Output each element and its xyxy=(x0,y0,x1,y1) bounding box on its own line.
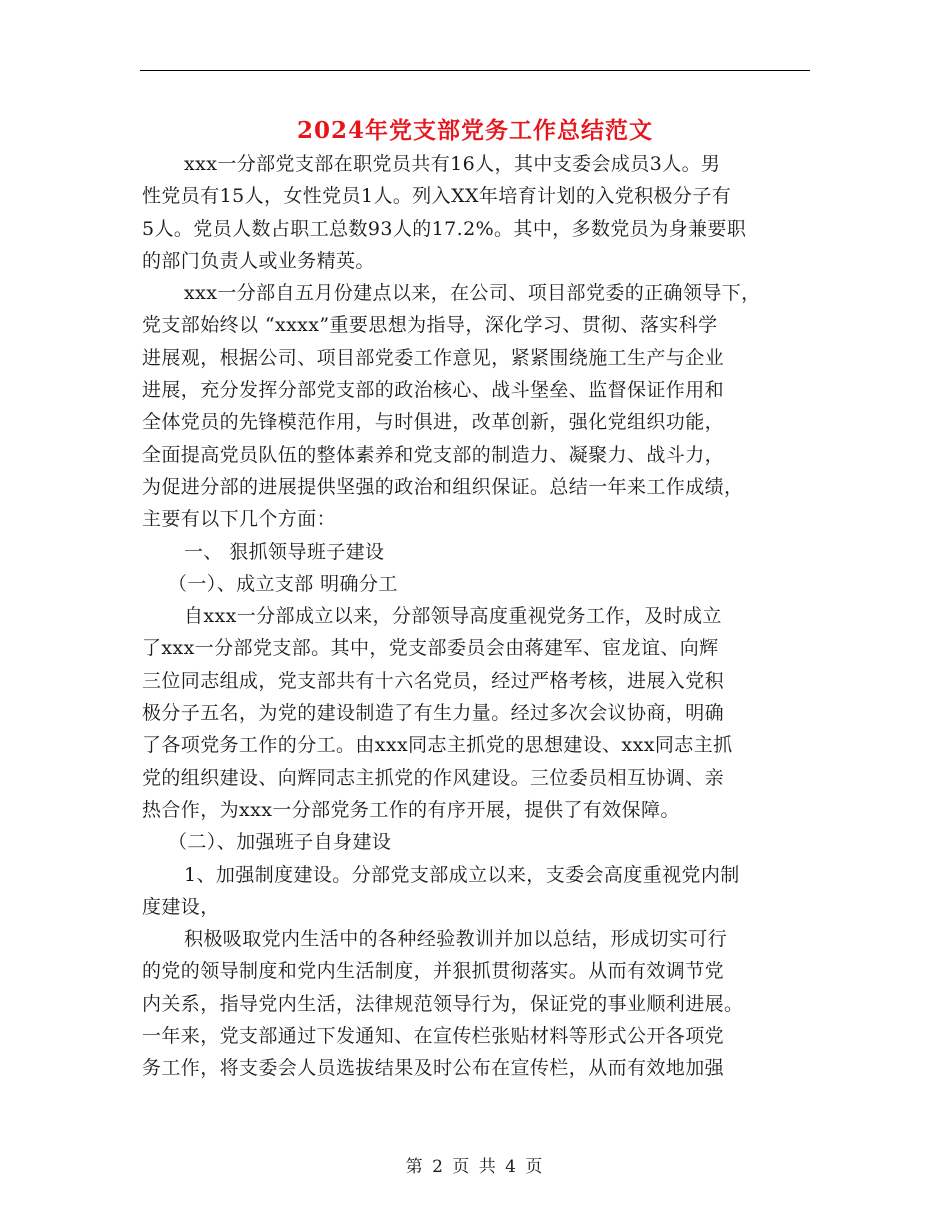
text-line: 进展，充分发挥分部党支部的政治核心、战斗堡垒、监督保证作用和 xyxy=(142,379,725,402)
header-rule xyxy=(140,70,810,71)
text-line: 极分子五名，为党的建设制造了有生力量。经过多次会议协商，明确 xyxy=(142,702,725,725)
text-line: 党支部始终以 “xxxx”重要思想为指导，深化学习、贯彻、落实科学 xyxy=(142,314,718,337)
subsection-heading: （一）、成立支部 明确分工 xyxy=(168,572,398,595)
text-line: 主要有以下几个方面： xyxy=(142,508,337,531)
text-line: 全面提高党员队伍的整体素养和党支部的制造力、凝聚力、战斗力， xyxy=(142,443,725,466)
text-line: 自xxx一分部成立以来，分部领导高度重视党务工作，及时成立 xyxy=(184,605,722,628)
text-line: 性党员有15人，女性党员1人。列入XX年培育计划的入党积极分子有 xyxy=(142,185,732,208)
text-line: 三位同志组成，党支部共有十六名党员，经过严格考核，进展入党积 xyxy=(142,669,725,692)
text-line: 1、加强制度建设。分部党支部成立以来，支委会高度重视党内制 xyxy=(184,863,740,886)
document-body xyxy=(142,148,814,1085)
text-line: 一年来，党支部通过下发通知、在宣传栏张贴材料等形式公开各项党 xyxy=(142,1025,725,1048)
text-line: 积极吸取党内生活中的各种经验教训并加以总结，形成切实可行 xyxy=(184,928,728,951)
text-line: 内关系，指导党内生活，法律规范领导行为，保证党的事业顺利进展。 xyxy=(142,992,744,1015)
text-line: 全体党员的先锋模范作用，与时俱进，改革创新，强化党组织功能， xyxy=(142,411,725,434)
text-line: 度建设， xyxy=(142,895,220,918)
text-line: xxx一分部自五月份建点以来，在公司、项目部党委的正确领导下， xyxy=(184,282,761,305)
text-line: 党的组织建设、向辉同志主抓党的作风建设。三位委员相互协调、亲 xyxy=(142,766,725,789)
page-number: 第 2 页 共 4 页 xyxy=(405,1157,545,1177)
text-line: 为促进分部的进展提供坚强的政治和组织保证。总结一年来工作成绩， xyxy=(142,475,744,498)
text-line: 热合作，为xxx一分部党务工作的有序开展，提供了有效保障。 xyxy=(142,798,680,821)
text-line: 5人。党员人数占职工总数93人的17.2%。其中，多数党员为身兼要职 xyxy=(142,217,747,240)
text-line: 进展观，根据公司、项目部党委工作意见，紧紧围绕施工生产与企业 xyxy=(142,346,725,369)
text-line: 了各项党务工作的分工。由xxx同志主抓党的思想建设、xxx同志主抓 xyxy=(142,734,733,757)
document-title: 2024年党支部党务工作总结范文 xyxy=(296,117,653,144)
text-line: 务工作，将支委会人员选拔结果及时公布在宣传栏，从而有效地加强 xyxy=(142,1057,725,1080)
subsection-heading: （二）、加强班子自身建设 xyxy=(168,831,392,854)
section-heading: 一、 狠抓领导班子建设 xyxy=(184,540,385,563)
text-line: 的部门负责人或业务精英。 xyxy=(142,249,375,272)
text-line: 了xxx一分部党支部。其中，党支部委员会由蒋建军、宦龙谊、向辉 xyxy=(142,637,719,660)
text-line: xxx一分部党支部在职党员共有16人，其中支委会成员3人。男 xyxy=(184,153,721,175)
text-line: 的党的领导制度和党内生活制度，并狠抓贯彻落实。从而有效调节党 xyxy=(142,960,725,983)
